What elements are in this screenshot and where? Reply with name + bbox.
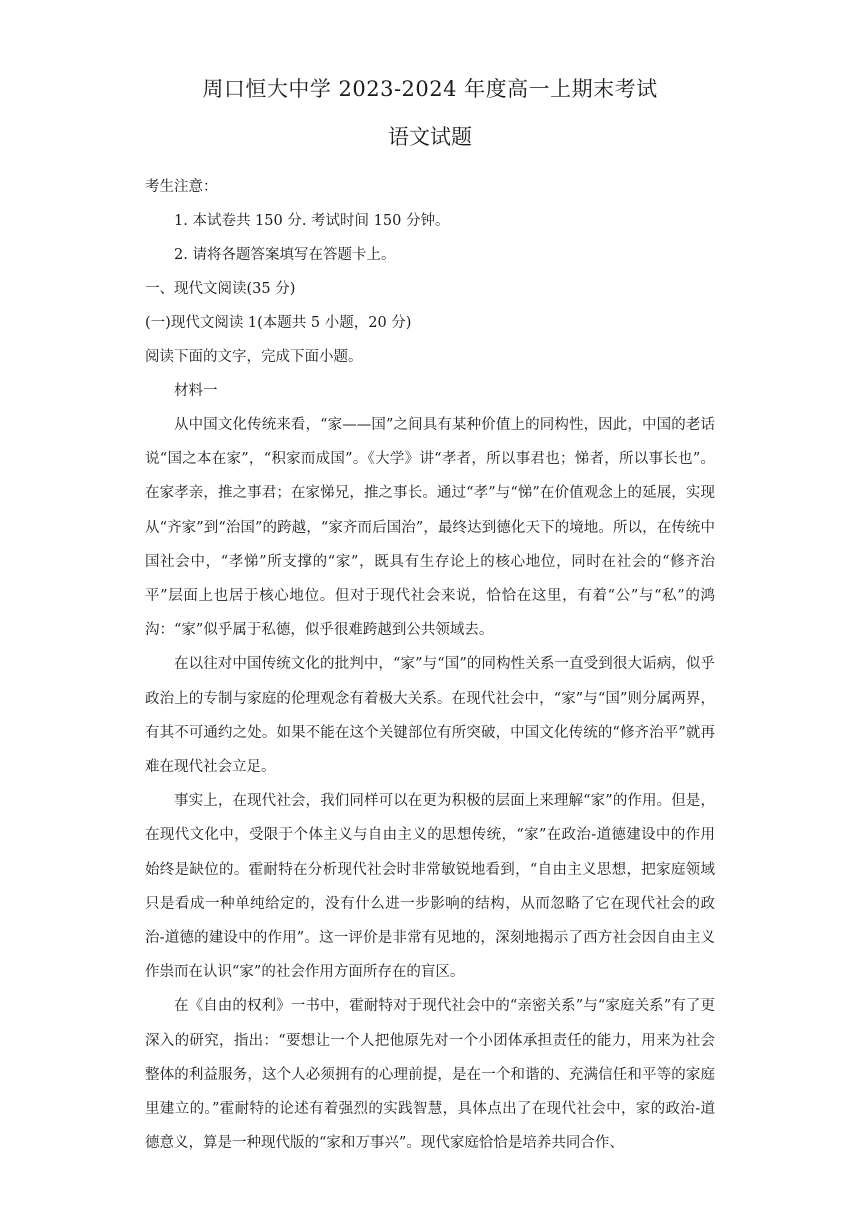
sub-section-heading: (一)现代文阅读 1(本题共 5 小题，20 分) [145,315,412,331]
exam-title: 周口恒大中学 2023-2024 年度高一上期末考试 [202,77,658,101]
material-label: 材料一 [174,383,218,399]
notice-item-1: 1. 本试卷共 150 分. 考试时间 150 分钟。 [174,213,450,229]
exam-subtitle: 语文试题 [388,125,472,149]
section-heading: 一、现代文阅读(35 分) [145,281,296,297]
paragraph: 在《自由的权利》一书中，霍耐特对于现代社会中的“亲密关系”与“家庭关系”有了更深入的研究，指出：“要想让一个人把他原先对一个小团体承担责任的能力，用来为社会整体的利益服务，这个人必须拥有的心理前提，是在一个和谐的、充满信任和平等的家庭里建立的。”霍耐特的论述有着强烈的实践智慧，具体点出了在现代社会中，家的政治-道德意义，算是一种现代版的“家和万事兴”。现代家庭恰恰是培养共同合作、 [145,998,715,1152]
notice-heading: 考生注意： [145,179,218,195]
paragraph: 从中国文化传统来看，“家——国”之间具有某种价值上的同构性，因此，中国的老话说“国之本在家”，“积家而成国”。《大学》讲“孝者，所以事君也；悌者，所以事长也”。在家孝亲，推之事君；在家悌兄，推之事长。通过“孝”与“悌”在价值观念上的延展，实现从“齐家”到“治国”的跨越，“家齐而后国治”，最终达到德化天下的境地。所以，在传统中国社会中，“孝悌”所支撑的“家”，既具有生存论上的核心地位，同时在社会的“修齐治平”层面上也居于核心地位。但对于现代社会来说，恰恰在这里，有着“公”与“私”的鸿沟：“家”似乎属于私德，似乎很难跨越到公共领域去。 [145,417,715,639]
paragraph: 在以往对中国传统文化的批判中，“家”与“国”的同构性关系一直受到很大诟病，似乎政治上的专制与家庭的伦理观念有着极大关系。在现代社会中，“家”与“国”则分属两界，有其不可通约之处。如果不能在这个关键部位有所突破，中国文化传统的“修齐治平”就再难在现代社会立足。 [145,656,715,776]
reading-instruction: 阅读下面的文字，完成下面小题。 [145,349,363,365]
notice-item-2: 2. 请将各题答案填写在答题卡上。 [174,247,396,263]
paragraph: 事实上，在现代社会，我们同样可以在更为积极的层面上来理解“家”的作用。但是，在现代文化中，受限于个体主义与自由主义的思想传统，“家”在政治-道德建设中的作用始终是缺位的。霍耐特在分析现代社会时非常敏锐地看到，“自由主义思想，把家庭领域只是看成一种单纯给定的，没有什么进一步影响的结构，从而忽略了它在现代社会的政治-道德的建设中的作用”。这一评价是非常有见地的，深刻地揭示了西方社会因自由主义作祟而在认识“家”的社会作用方面所存在的盲区。 [145,793,715,981]
